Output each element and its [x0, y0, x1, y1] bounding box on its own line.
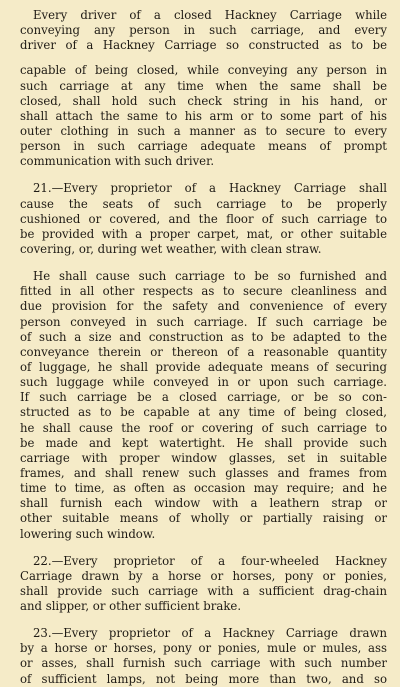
text-line: by a horse or horses, pony or ponies, mule or mules, ass [20, 641, 387, 656]
paragraph-gap [20, 614, 387, 626]
text-line: be provided with a proper carpet, mat, or other suitable [20, 226, 387, 241]
text-line: If such carriage be a closed carriage, or be so con- [20, 390, 387, 405]
text-line: He shall cause such carriage to be so furnished and [33, 269, 387, 284]
text-line: time to time, as often as occasion may require; and he [20, 481, 387, 496]
text-line: structed as to be capable at any time of being closed, [20, 405, 387, 420]
section-22-brake [20, 554, 387, 615]
text-line: or asses, shall furnish such carriage with such number [20, 656, 387, 671]
text-line: such luggage while conveyed in or upon such carriage. [20, 375, 387, 390]
text-line: of such a size and construction as to be adapted to the [20, 329, 387, 344]
paragraph-driver-check-string-1 [20, 8, 387, 53]
paragraph-gap [20, 542, 387, 554]
text-line: conveyance therein or thereon of a reasonable quantity [20, 344, 387, 359]
text-line: such carriage at any time when the same shall be [20, 78, 387, 93]
text-line: Carriage drawn by a horse or horses, pony or ponies, [20, 568, 387, 583]
paragraph-gap [20, 53, 387, 63]
text-line: driver of a Hackney Carriage so constructed as to be [20, 38, 387, 53]
text-line: covering, or, during wet weather, with clean straw. [20, 241, 322, 256]
text-line: cushioned or covered, and the floor of such carriage to [20, 211, 387, 226]
paragraph-furnishing-cleanliness [20, 269, 387, 542]
text-line: be made and kept watertight. He shall provide such [20, 435, 387, 450]
paragraph-driver-check-string-2 [20, 63, 387, 169]
text-line: he shall cause the roof or covering of such carriage to [20, 420, 387, 435]
text-line: communication with such driver. [20, 154, 215, 169]
text-line: capable of being closed, while conveying any person in [20, 63, 387, 78]
text-line: other suitable means of wholly or partially raising or [20, 511, 387, 526]
text-line: outer clothing in such a manner as to secure to every [20, 123, 387, 138]
text-line: carriage with proper window glasses, set in suitable [20, 450, 387, 465]
text-line: due provision for the safety and convenience of every [20, 299, 387, 314]
text-line: 23.—Every proprietor of a Hackney Carriage drawn [33, 626, 387, 641]
text-line: Every driver of a closed Hackney Carriage while [33, 8, 387, 22]
text-line: person conveyed in such carriage. If such carriage be [20, 314, 387, 329]
text-line: shall provide such carriage with a sufficient drag-chain [20, 583, 387, 598]
text-line: fitted in all other respects as to secure cleanliness and [20, 284, 387, 299]
text-line: and slipper, or other sufficient brake. [20, 599, 242, 614]
text-line: conveying any person in such carriage, and every [20, 23, 387, 38]
text-line: cause the seats of such carriage to be properly [20, 196, 387, 211]
text-line: shall furnish each window with a leathern strap or [20, 496, 387, 511]
text-line: person in such carriage adequate means of prompt [20, 139, 387, 154]
text-line: 21.—Every proprietor of a Hackney Carriage shall [33, 181, 387, 196]
text-line: shall attach the same to his arm or to some part of his [20, 108, 387, 123]
text-line: lowering such window. [20, 526, 156, 541]
paragraph-gap [20, 169, 387, 181]
text-line: closed, shall hold such check string in his hand, or [20, 93, 387, 108]
text-line: 22.—Every proprietor of a four-wheeled Hackney [33, 553, 387, 568]
text-line: frames, and shall renew such glasses and frames from [20, 465, 387, 480]
paragraph-gap [20, 257, 387, 269]
text-line: of luggage, he shall provide adequate means of securing [20, 359, 387, 374]
section-23-lamps [20, 626, 387, 687]
text-line: of sufficient lamps, not being more than two, and so [20, 671, 387, 686]
section-21-seats-floor [20, 181, 387, 257]
